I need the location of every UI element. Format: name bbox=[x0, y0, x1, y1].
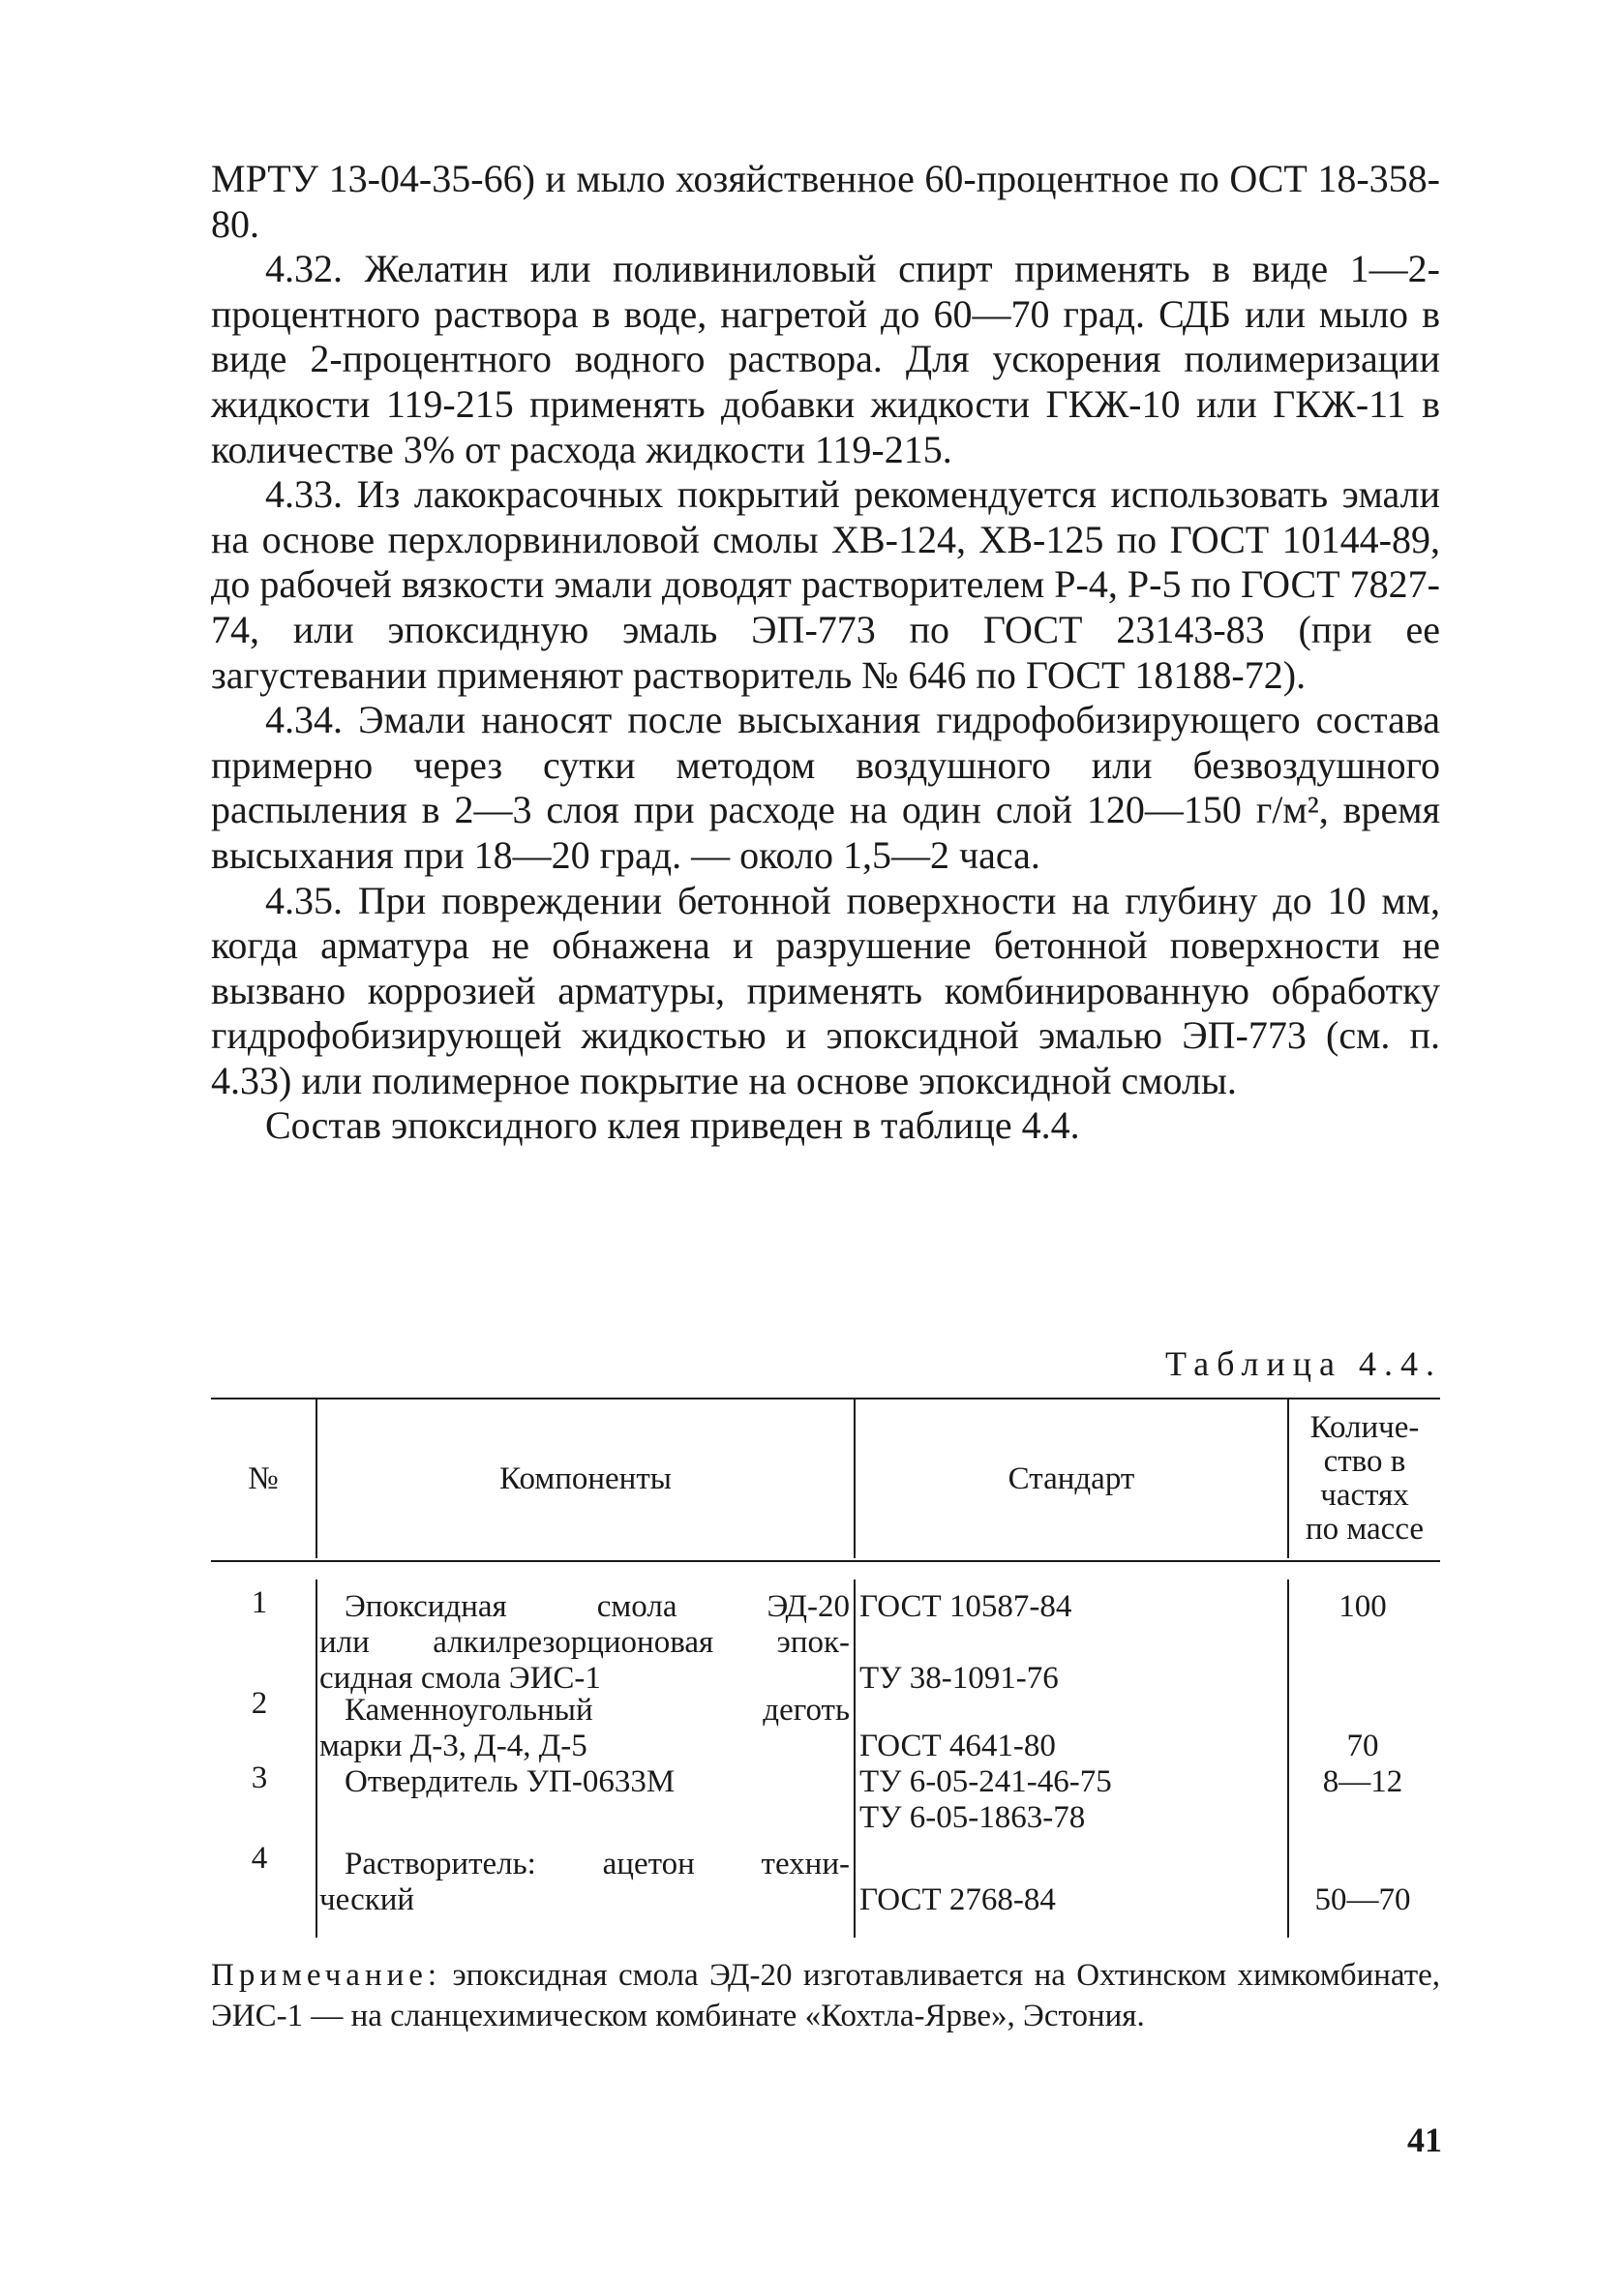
row-3-quantity: 8—12 bbox=[1322, 1764, 1403, 1799]
header-quantity bbox=[1289, 1399, 1440, 1558]
row-4-standard bbox=[859, 1882, 1285, 1918]
paragraph-4-32: 4.32. Желатин или поливиниловый спирт применять в виде 1—2-процентного раствора в воде, нагретой до 60—70 град. СДБ или мыло в виде 2-процентного водного раствора. Для ускорения полимеризации жидкости 119-215 применять добавки жидкости ГКЖ-10 или ГКЖ-11 в количестве 3% от расхода жидкости 119-215. bbox=[211, 247, 1440, 471]
row-4-quantity: 50—70 bbox=[1314, 1882, 1411, 1917]
row-2-component-line: Каменноугольный деготь bbox=[345, 1693, 850, 1728]
row-4-standard-line: ГОСТ 2768-84 bbox=[859, 1882, 1056, 1917]
paragraph-sostav: Состав эпоксидного клея приведен в таблице 4.4. bbox=[265, 1103, 1080, 1148]
paragraph-continuation: МРТУ 13-04-35-66) и мыло хозяйственное 60-процентное по ОСТ 18-358-80. bbox=[211, 157, 1440, 246]
row-3-component bbox=[319, 1764, 850, 1800]
header-quantity-line: ство в bbox=[1323, 1444, 1406, 1479]
row-4-component bbox=[319, 1847, 850, 1918]
header-quantity-line: Количе- bbox=[1309, 1410, 1420, 1445]
row-3-num: 3 bbox=[251, 1760, 268, 1795]
row-3-standard-line: ТУ 6-05-241-46-75 bbox=[859, 1764, 1112, 1799]
row-2-quantity: 70 bbox=[1346, 1729, 1379, 1763]
row-2-num: 2 bbox=[251, 1686, 268, 1721]
row-2-standard bbox=[859, 1729, 1285, 1764]
header-standard: Стандарт bbox=[1007, 1460, 1135, 1496]
paragraph-4-34: 4.34. Эмали наносят после высыхания гидрофобизирующего состава примерно через сутки методом воздушного или безвоздушного распыления в 2—3 слоя при расходе на один слой 120—150 г/м², время высыхания при 18—20 град. — около 1,5—2 часа. bbox=[211, 698, 1440, 877]
note-text: эпоксидная смола ЭД-20 изготавливается на Охтинском химкомбинате, ЭИС-1 — на сланцехимическом комбинате «Кохтла-Ярве», Эстония. bbox=[211, 1958, 1441, 2033]
row-1-num: 1 bbox=[251, 1585, 268, 1620]
table-caption: Таблица 4.4. bbox=[1165, 1344, 1442, 1383]
row-1-standard-line bbox=[859, 1625, 1285, 1661]
row-1-standard-line: ГОСТ 10587-84 bbox=[859, 1589, 1072, 1624]
header-components: Компоненты bbox=[499, 1460, 672, 1496]
table-header-rule bbox=[211, 1560, 1440, 1562]
row-1-quantity: 100 bbox=[1338, 1589, 1387, 1624]
row-3-standard bbox=[859, 1764, 1285, 1836]
table-vline-5 bbox=[854, 1580, 856, 1938]
row-1-component-line: сидная смола ЭИС-1 bbox=[319, 1661, 601, 1696]
row-1-standard-line: ТУ 38-1091-76 bbox=[859, 1661, 1059, 1696]
table-note bbox=[211, 1955, 1440, 2036]
body-text bbox=[211, 157, 1440, 1149]
table-vline-4 bbox=[316, 1580, 317, 1938]
row-1-standard bbox=[859, 1589, 1285, 1697]
row-1-component bbox=[319, 1589, 850, 1697]
header-quantity-line: частях bbox=[1320, 1478, 1409, 1513]
row-1-component-line: или алкилрезорционовая эпок- bbox=[319, 1625, 850, 1660]
row-2-standard-line: ГОСТ 4641-80 bbox=[859, 1729, 1056, 1763]
components-table bbox=[211, 1396, 1440, 1938]
row-4-num: 4 bbox=[251, 1841, 268, 1876]
row-1-component-line: Эпоксидная смола ЭД-20 bbox=[345, 1589, 850, 1624]
row-3-standard-line: ТУ 6-05-1863-78 bbox=[859, 1800, 1086, 1835]
row-2-component bbox=[319, 1693, 850, 1764]
paragraph-4-33: 4.33. Из лакокрасочных покрытий рекомендуется использовать эмали на основе перхлорвиниловой смолы ХВ-124, ХВ-125 по ГОСТ 10144-89, до рабочей вязкости эмали доводят растворителем Р-4, Р-5 по ГОСТ 7827-74, или эпоксидную эмаль ЭП-773 по ГОСТ 23143-83 (при ее загустевании применяют растворитель № 646 по ГОСТ 18188-72). bbox=[211, 472, 1440, 697]
row-2-component-line: марки Д-3, Д-4, Д-5 bbox=[319, 1729, 587, 1763]
row-3-component-line: Отвердитель УП-0633М bbox=[345, 1764, 676, 1799]
paragraph-4-35: 4.35. При повреждении бетонной поверхности на глубину до 10 мм, когда арматура не обнажена и разрушение бетонной поверхности не вызвано коррозией арматуры, применять комбинированную обработку гидрофобизирующей жидкостью и эпоксидной эмалью ЭП-773 (см. п. 4.33) или полимерное покрытие на основе эпоксидной смолы. bbox=[211, 878, 1440, 1102]
page-number: 41 bbox=[1407, 2121, 1442, 2159]
row-4-component-line: ческий bbox=[319, 1882, 415, 1917]
row-4-component-line: Растворитель: ацетон техни- bbox=[345, 1847, 850, 1881]
note-label: Примечание: bbox=[211, 1958, 442, 1993]
header-quantity-line: по массе bbox=[1305, 1512, 1425, 1547]
header-num: № bbox=[248, 1460, 279, 1496]
